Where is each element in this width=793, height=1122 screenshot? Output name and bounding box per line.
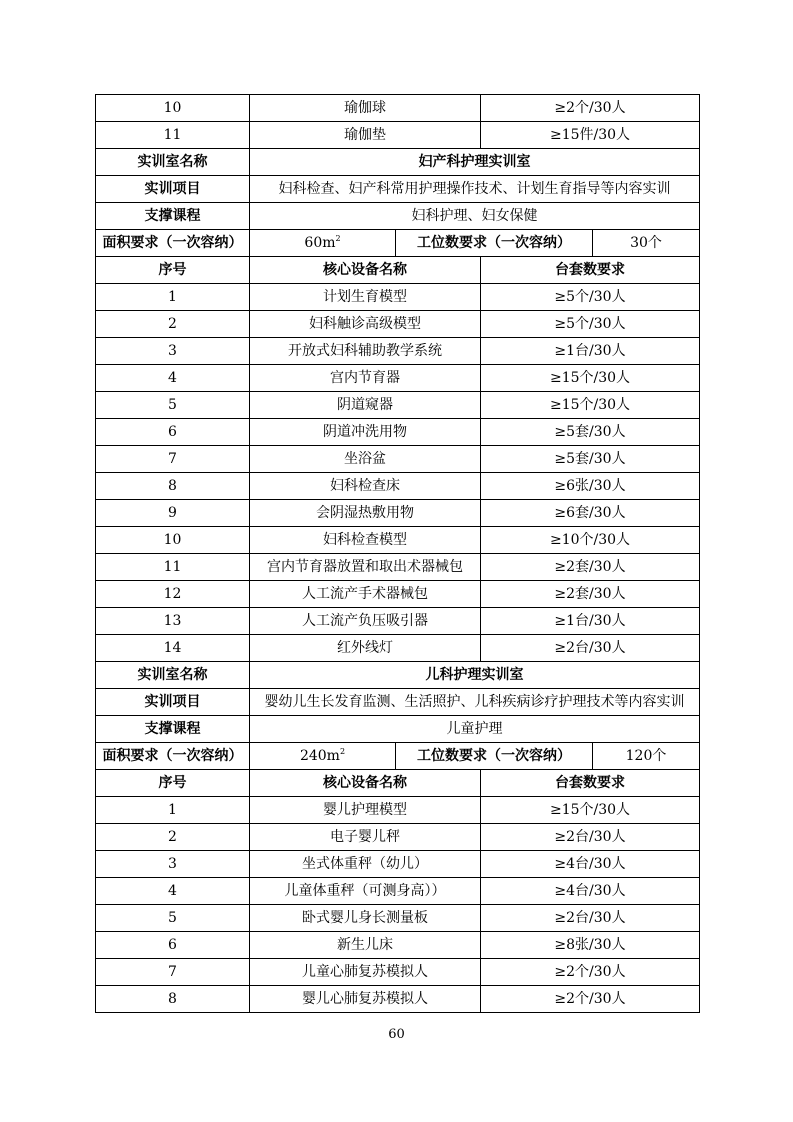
area-unit-superscript: 2 <box>335 234 341 243</box>
table-row <box>96 284 700 311</box>
table-row <box>96 608 700 635</box>
area-value-text: 240m <box>299 748 340 764</box>
quantity-cell: ≥1台/30人 <box>481 338 700 365</box>
station-label: 工位数要求（一次容纳） <box>396 230 593 257</box>
seq-cell: 14 <box>96 635 250 662</box>
seq-cell: 10 <box>96 95 250 122</box>
table-row <box>96 554 700 581</box>
table-row <box>96 824 700 851</box>
quantity-header: 台套数要求 <box>481 257 700 284</box>
project-label: 实训项目 <box>96 176 250 203</box>
area-label: 面积要求（一次容纳） <box>96 743 250 770</box>
table-row <box>96 473 700 500</box>
table-row <box>96 500 700 527</box>
equipment-name-cell: 阴道窥器 <box>250 392 481 419</box>
equipment-name-cell: 电子婴儿秤 <box>250 824 481 851</box>
table-row <box>96 311 700 338</box>
seq-cell: 12 <box>96 581 250 608</box>
equipment-table-container <box>95 94 699 1013</box>
project-row <box>96 176 700 203</box>
table-row <box>96 932 700 959</box>
seq-cell: 6 <box>96 419 250 446</box>
table-row <box>96 446 700 473</box>
room-name-value: 儿科护理实训室 <box>250 662 700 689</box>
table-row <box>96 122 700 149</box>
seq-cell: 8 <box>96 473 250 500</box>
seq-cell: 3 <box>96 851 250 878</box>
quantity-cell: ≥15个/30人 <box>481 797 700 824</box>
courses-row <box>96 203 700 230</box>
seq-cell: 1 <box>96 284 250 311</box>
quantity-cell: ≥15个/30人 <box>481 392 700 419</box>
courses-value: 儿童护理 <box>250 716 700 743</box>
equipment-header: 核心设备名称 <box>250 257 481 284</box>
station-value: 30个 <box>593 230 700 257</box>
quantity-cell: ≥6张/30人 <box>481 473 700 500</box>
table-row <box>96 527 700 554</box>
equipment-name-cell: 婴儿心肺复苏模拟人 <box>250 986 481 1013</box>
seq-cell: 2 <box>96 311 250 338</box>
room-name-row <box>96 662 700 689</box>
room-name-label: 实训室名称 <box>96 149 250 176</box>
table-row <box>96 365 700 392</box>
equipment-name-cell: 宫内节育器 <box>250 365 481 392</box>
column-header-row <box>96 257 700 284</box>
quantity-cell: ≥15件/30人 <box>481 122 700 149</box>
quantity-cell: ≥2个/30人 <box>481 95 700 122</box>
equipment-table <box>95 94 700 1013</box>
seq-cell: 11 <box>96 122 250 149</box>
column-header-row <box>96 770 700 797</box>
courses-value: 妇科护理、妇女保健 <box>250 203 700 230</box>
table-row <box>96 959 700 986</box>
quantity-cell: ≥5套/30人 <box>481 446 700 473</box>
equipment-name-cell: 坐浴盆 <box>250 446 481 473</box>
station-label: 工位数要求（一次容纳） <box>396 743 593 770</box>
seq-cell: 2 <box>96 824 250 851</box>
seq-cell: 5 <box>96 392 250 419</box>
table-row <box>96 986 700 1013</box>
project-row <box>96 689 700 716</box>
seq-cell: 3 <box>96 338 250 365</box>
quantity-cell: ≥2台/30人 <box>481 635 700 662</box>
area-label: 面积要求（一次容纳） <box>96 230 250 257</box>
table-row <box>96 581 700 608</box>
quantity-header: 台套数要求 <box>481 770 700 797</box>
project-label: 实训项目 <box>96 689 250 716</box>
equipment-name-cell: 会阴湿热敷用物 <box>250 500 481 527</box>
equipment-name-cell: 新生儿床 <box>250 932 481 959</box>
quantity-cell: ≥1台/30人 <box>481 608 700 635</box>
quantity-cell: ≥5个/30人 <box>481 311 700 338</box>
quantity-cell: ≥6套/30人 <box>481 500 700 527</box>
area-row <box>96 230 700 257</box>
seq-cell: 5 <box>96 905 250 932</box>
seq-header: 序号 <box>96 770 250 797</box>
area-row <box>96 743 700 770</box>
equipment-name-cell: 人工流产手术器械包 <box>250 581 481 608</box>
quantity-cell: ≥2个/30人 <box>481 959 700 986</box>
courses-row <box>96 716 700 743</box>
quantity-cell: ≥2套/30人 <box>481 554 700 581</box>
equipment-name-cell: 计划生育模型 <box>250 284 481 311</box>
quantity-cell: ≥2台/30人 <box>481 824 700 851</box>
table-row <box>96 878 700 905</box>
seq-cell: 1 <box>96 797 250 824</box>
area-unit-superscript: 2 <box>339 747 346 756</box>
quantity-cell: ≥4台/30人 <box>481 878 700 905</box>
equipment-name-cell: 开放式妇科辅助教学系统 <box>250 338 481 365</box>
table-row <box>96 905 700 932</box>
seq-cell: 11 <box>96 554 250 581</box>
equipment-name-cell: 卧式婴儿身长测量板 <box>250 905 481 932</box>
table-row <box>96 635 700 662</box>
seq-cell: 9 <box>96 500 250 527</box>
seq-cell: 4 <box>96 878 250 905</box>
courses-label: 支撑课程 <box>96 203 250 230</box>
equipment-name-cell: 婴儿护理模型 <box>250 797 481 824</box>
room-name-value: 妇产科护理实训室 <box>250 149 700 176</box>
equipment-name-cell: 妇科检查床 <box>250 473 481 500</box>
seq-cell: 7 <box>96 959 250 986</box>
equipment-name-cell: 妇科检查模型 <box>250 527 481 554</box>
equipment-name-cell: 红外线灯 <box>250 635 481 662</box>
quantity-cell: ≥5套/30人 <box>481 419 700 446</box>
equipment-name-cell: 瑜伽垫 <box>250 122 481 149</box>
seq-cell: 7 <box>96 446 250 473</box>
station-value: 120个 <box>593 743 700 770</box>
equipment-name-cell: 瑜伽球 <box>250 95 481 122</box>
equipment-name-cell: 人工流产负压吸引器 <box>250 608 481 635</box>
seq-cell: 10 <box>96 527 250 554</box>
quantity-cell: ≥2套/30人 <box>481 581 700 608</box>
quantity-cell: ≥5个/30人 <box>481 284 700 311</box>
quantity-cell: ≥10个/30人 <box>481 527 700 554</box>
equipment-name-cell: 儿童体重秤（可测身高）） <box>250 878 481 905</box>
room-name-label: 实训室名称 <box>96 662 250 689</box>
courses-label: 支撑课程 <box>96 716 250 743</box>
table-row <box>96 95 700 122</box>
quantity-cell: ≥2台/30人 <box>481 905 700 932</box>
equipment-name-cell: 阴道冲洗用物 <box>250 419 481 446</box>
project-value: 婴幼儿生长发育监测、生活照护、儿科疾病诊疗护理技术等内容实训 <box>250 689 700 716</box>
equipment-name-cell: 坐式体重秤（幼儿） <box>250 851 481 878</box>
area-value <box>250 230 396 257</box>
table-row <box>96 392 700 419</box>
quantity-cell: ≥15个/30人 <box>481 365 700 392</box>
seq-header: 序号 <box>96 257 250 284</box>
equipment-header: 核心设备名称 <box>250 770 481 797</box>
room-name-row <box>96 149 700 176</box>
area-value <box>250 743 396 770</box>
seq-cell: 4 <box>96 365 250 392</box>
seq-cell: 8 <box>96 986 250 1013</box>
equipment-name-cell: 妇科触诊高级模型 <box>250 311 481 338</box>
equipment-name-cell: 儿童心肺复苏模拟人 <box>250 959 481 986</box>
quantity-cell: ≥2个/30人 <box>481 986 700 1013</box>
area-value-text: 60m <box>304 235 336 251</box>
table-row <box>96 419 700 446</box>
equipment-name-cell: 宫内节育器放置和取出术器械包 <box>250 554 481 581</box>
page-number: 60 <box>388 1027 405 1042</box>
seq-cell: 6 <box>96 932 250 959</box>
table-row <box>96 797 700 824</box>
table-row <box>96 851 700 878</box>
table-row <box>96 338 700 365</box>
quantity-cell: ≥8张/30人 <box>481 932 700 959</box>
seq-cell: 13 <box>96 608 250 635</box>
project-value: 妇科检查、妇产科常用护理操作技术、计划生育指导等内容实训 <box>250 176 700 203</box>
quantity-cell: ≥4台/30人 <box>481 851 700 878</box>
